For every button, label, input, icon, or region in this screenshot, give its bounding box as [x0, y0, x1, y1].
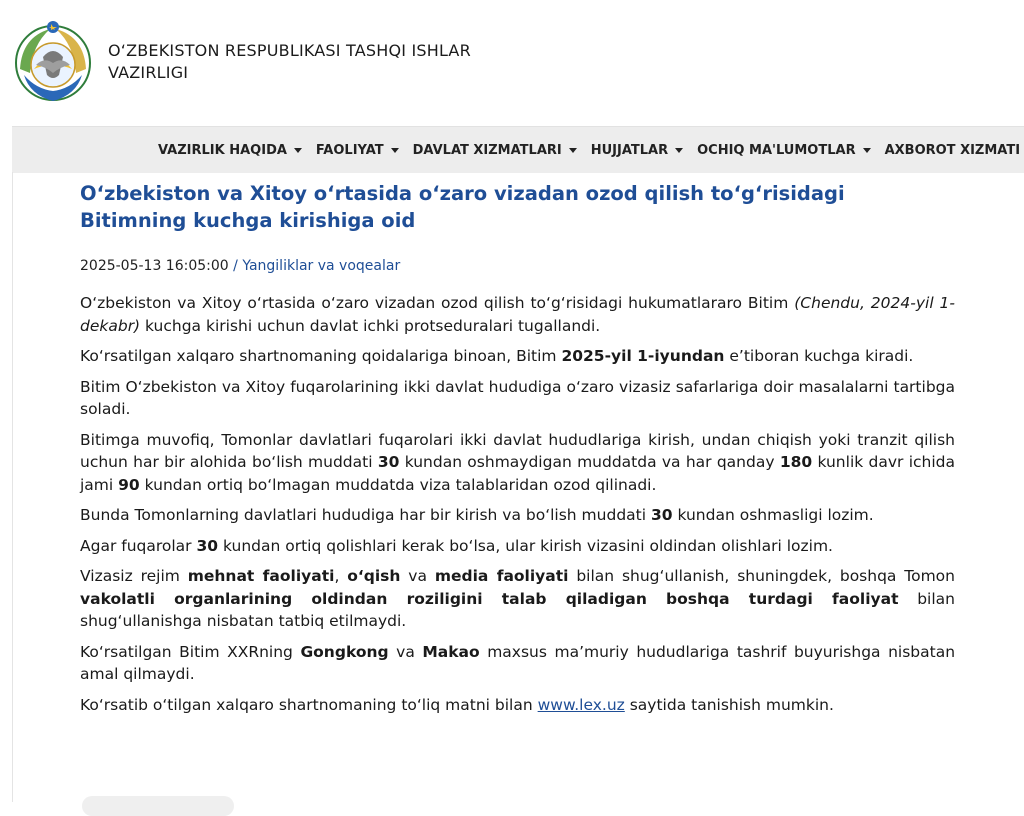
- nav-item-vazirlik-haqida[interactable]: [158, 143, 302, 158]
- text: kundan oshmasligi lozim.: [672, 506, 874, 524]
- text: Ko‘rsatib o‘tilgan xalqaro shartnomaning to‘liq matni bilan: [80, 695, 538, 714]
- text: maxsus ma’muriy hududlariga tashrif buyurishga nisbatan amal qilmaydi.: [80, 642, 956, 683]
- text-bold: 30: [196, 536, 219, 555]
- text: Bunda Tomonlarning davlatlari hududiga har bir kirish va bo‘lish muddati: [80, 506, 651, 524]
- text-bold: 180: [779, 453, 813, 471]
- nav-item-faoliyat[interactable]: [316, 143, 399, 158]
- content-border: [12, 172, 13, 802]
- paragraph-1: [80, 292, 955, 337]
- text-bold: Makao: [422, 642, 480, 661]
- text-bold: vakolatli organlarining oldindan roziligini talab qiladigan boshqa turdagi faoliyat: [80, 589, 899, 608]
- text: va: [388, 642, 423, 661]
- nav-item-hujjatlar[interactable]: [591, 143, 683, 158]
- text: Ko‘rsatilgan xalqaro shartnomaning qoidalariga binoan, Bitim: [80, 347, 562, 365]
- text: Ko‘rsatilgan Bitim XXRning: [80, 642, 301, 661]
- nav-item-label: AXBOROT XIZMATI: [884, 142, 1021, 158]
- text-bold: media faoliyati: [434, 567, 569, 585]
- article-datetime: 2025-05-13 16:05:00: [80, 258, 229, 274]
- text-bold: 30: [377, 453, 400, 471]
- partial-button[interactable]: [82, 796, 234, 816]
- text: bilan shug‘ullanish, shuningdek, boshqa Tomon: [568, 567, 955, 585]
- paragraph-5: [80, 504, 955, 527]
- article-meta: [80, 258, 955, 274]
- nav-menu: [158, 127, 1024, 173]
- text: va: [400, 567, 435, 585]
- caret-down-icon: [863, 148, 871, 153]
- paragraph-6: [80, 535, 955, 558]
- paragraph-2: [80, 345, 955, 368]
- text: kundan ortiq bo‘lmagan muddatda viza talablaridan ozod qilinadi.: [139, 475, 657, 494]
- text: kundan ortiq qolishlari kerak bo‘lsa, ular kirish vizasini oldindan olishlari lozim.: [218, 536, 833, 555]
- nav-item-ochiq-malumotlar[interactable]: [697, 143, 870, 158]
- category-link[interactable]: / Yangiliklar va voqealar: [233, 258, 401, 274]
- text-bold: mehnat faoliyati: [187, 567, 335, 585]
- text: O‘zbekiston va Xitoy o‘rtasida o‘zaro vizadan ozod qilish to‘g‘risidagi hukumatlararo Bitim: [80, 294, 795, 312]
- caret-down-icon: [391, 148, 399, 153]
- ministry-name-line1: O‘ZBEKISTON RESPUBLIKASI TASHQI ISHLAR: [108, 41, 471, 60]
- state-emblem-icon[interactable]: [10, 17, 96, 105]
- text-bold: 2025-yil 1-iyundan: [561, 347, 725, 365]
- text: e’tiboran kuchga kiradi.: [724, 347, 914, 365]
- text-bold: Gongkong: [300, 642, 389, 661]
- paragraph-4: [80, 429, 955, 497]
- news-article: [80, 180, 955, 724]
- nav-item-label: FAOLIYAT: [315, 142, 384, 158]
- ministry-name[interactable]: [108, 40, 471, 84]
- text: kuchga kirishi uchun davlat ichki protseduralari tugallandi.: [140, 316, 601, 335]
- paragraph-3: Bitim O‘zbekiston va Xitoy fuqarolarining ikki davlat hududiga o‘zaro vizasiz safarlariga doir masalalarni tartibga soladi.: [80, 377, 955, 418]
- caret-down-icon: [569, 148, 577, 153]
- caret-down-icon: [675, 148, 683, 153]
- text: Vizasiz rejim: [80, 567, 188, 585]
- paragraph-9: [80, 694, 955, 717]
- nav-item-label: VAZIRLIK HAQIDA: [158, 142, 287, 158]
- text: Agar fuqarolar: [80, 536, 197, 555]
- text: saytida tanishish mumkin.: [624, 695, 834, 714]
- text: ,: [334, 567, 348, 585]
- site-header: [0, 0, 1024, 125]
- main-navbar: [12, 126, 1024, 173]
- text: kunlik davr ichida jami: [80, 453, 955, 494]
- nav-item-label: OCHIQ MA'LUMOTLAR: [697, 142, 856, 158]
- paragraph-8: [80, 641, 955, 686]
- lex-uz-link[interactable]: www.lex.uz: [537, 695, 625, 714]
- nav-item-davlat-xizmatlari[interactable]: [413, 143, 577, 158]
- nav-item-label: DAVLAT XIZMATLARI: [412, 142, 562, 158]
- text: bilan shug‘ullanishga nisbatan tatbiq etilmaydi.: [80, 589, 955, 630]
- text-italic: (Chendu, 2024-yil 1-dekabr): [80, 294, 955, 335]
- ministry-name-line2: VAZIRLIGI: [108, 63, 189, 82]
- category-label: Yangiliklar va voqealar: [242, 258, 401, 274]
- text-bold: 90: [118, 475, 140, 494]
- article-body: [80, 292, 955, 716]
- article-title: O‘zbekiston va Xitoy o‘rtasida o‘zaro vizadan ozod qilish to‘g‘risidagi Bitimning kuchga kirishiga oid: [80, 182, 845, 232]
- nav-item-label: HUJJATLAR: [590, 142, 669, 158]
- text: Bitimga muvofiq, Tomonlar davlatlari fuqarolari ikki davlat hududlariga kirish, undan chiqish yoki tranzit qilish uchun har bir alohida bo‘lish muddati: [80, 430, 955, 471]
- text-bold: o‘qish: [347, 567, 401, 585]
- nav-item-axborot-xizmati[interactable]: [885, 143, 1020, 158]
- paragraph-7: [80, 565, 955, 633]
- text: kundan oshmaydigan muddatda va har qanday: [399, 453, 780, 471]
- text-bold: 30: [650, 506, 673, 524]
- caret-down-icon: [294, 148, 302, 153]
